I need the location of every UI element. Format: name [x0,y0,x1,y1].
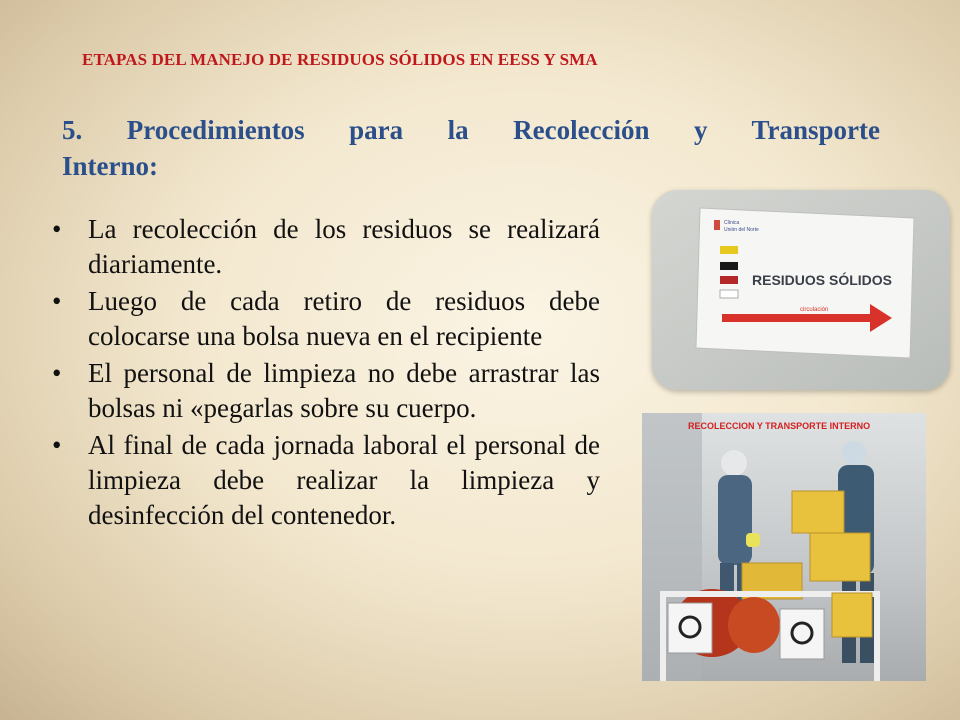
bullet-list [50,212,600,535]
yellow-swatch [720,246,738,254]
workers-illustration [642,413,926,681]
workers-caption: RECOLECCION Y TRANSPORTE INTERNO [688,421,871,431]
arrow-text: circulación [800,307,829,313]
bullet-item [50,356,600,426]
slide-header: ETAPAS DEL MANEJO DE RESIDUOS SÓLIDOS EN EESS Y SMA [82,50,598,69]
red-swatch [720,276,738,284]
bullet-text: Luego de cada retiro de residuos debe colocarse una bolsa nueva en el recipiente [88,286,600,351]
bullet-text: El personal de limpieza no debe arrastrar las bolsas ni «pegarlas sobre su cuerpo. [88,358,600,423]
logo-line1: Clínica [724,220,740,226]
bullet-icon: • [52,430,62,460]
bullet-item [50,212,600,282]
sign-text: RESIDUOS SÓLIDOS [752,272,893,288]
logo-line2: Unión del Norte [724,227,759,233]
workers-photo [642,413,926,681]
bullet-item [50,428,600,533]
arrow-shaft [722,314,872,322]
slide-title-line1: 5. Procedimientos para la Recolección y Transporte [62,115,880,145]
sign-photo [652,190,950,390]
bullet-text: La recolección de los residuos se realizará diariamente. [88,214,600,279]
bullet-text: Al final de cada jornada laboral el personal de limpieza debe realizar la limpieza y desinfección del contenedor. [88,430,600,530]
bullet-icon: • [52,358,62,388]
white-swatch [720,290,738,298]
slide-title [62,112,880,184]
slide-title-line2: Interno: [62,151,158,181]
bullet-icon: • [52,214,62,244]
sign-illustration [652,190,950,390]
bullet-icon: • [52,286,62,316]
bullet-item [50,284,600,354]
black-swatch [720,262,738,270]
